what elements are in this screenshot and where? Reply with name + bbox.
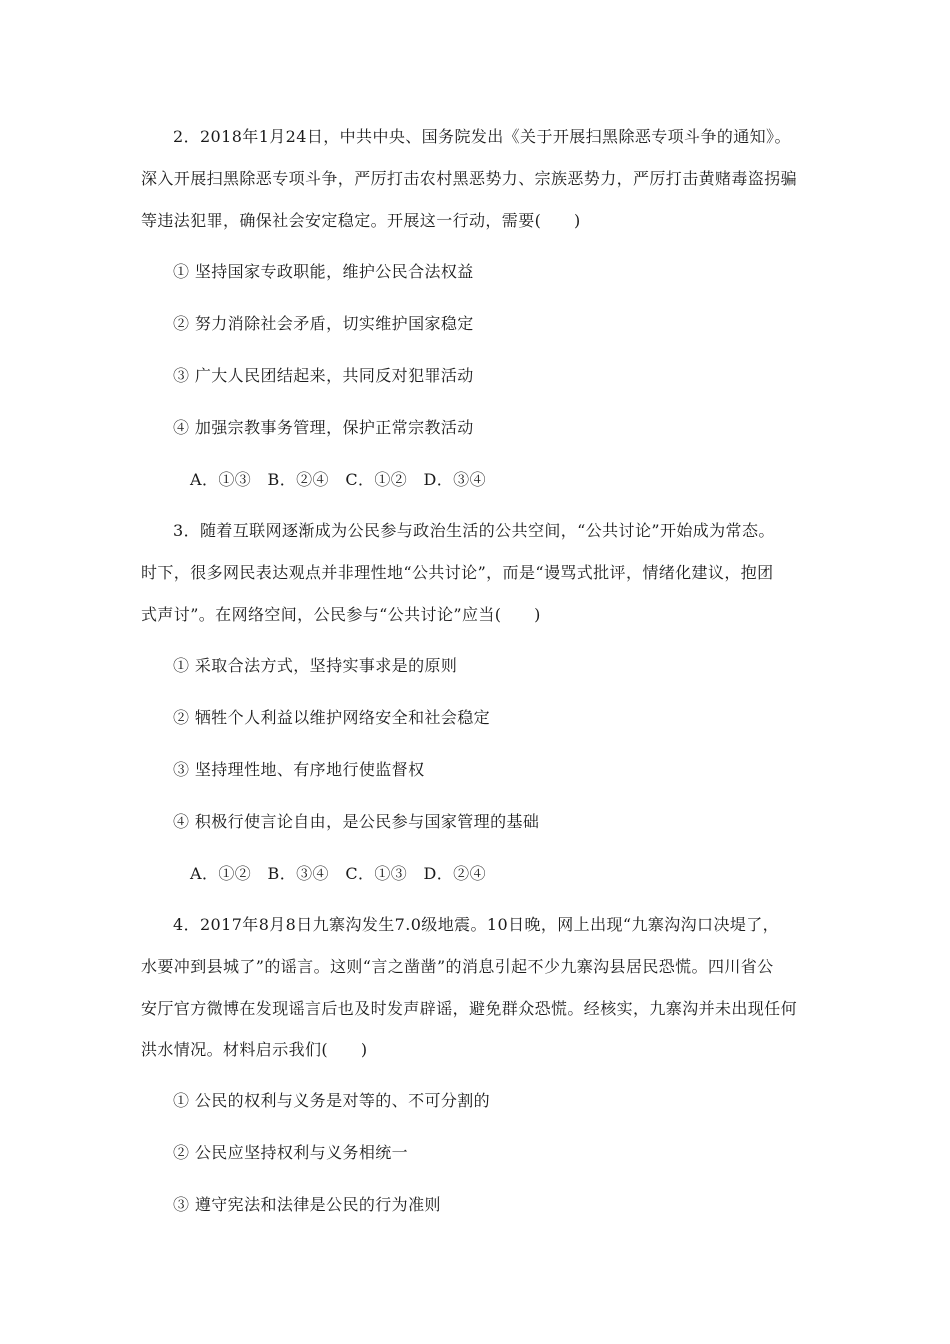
question-4-option-1: ① 公民的权利与义务是对等的、不可分割的 xyxy=(173,1091,491,1110)
question-2-option-4: ④ 加强宗教事务管理，保护正常宗教活动 xyxy=(173,418,474,437)
question-2-option-3: ③ 广大人民团结起来，共同反对犯罪活动 xyxy=(173,366,474,385)
question-4-stem-line-1: 4．2017年8月8日九寨沟发生7.0级地震。10日晚，网上出现“九寨沟沟口决堤了， xyxy=(173,915,780,934)
question-2-option-1: ① 坚持国家专政职能，维护公民合法权益 xyxy=(173,262,474,281)
question-2-stem-line-2: 深入开展扫黑除恶专项斗争，严厉打击农村黑恶势力、宗族恶势力，严厉打击黄赌毒盗拐骗 xyxy=(141,169,798,188)
question-2-option-2: ② 努力消除社会矛盾，切实维护国家稳定 xyxy=(173,314,474,333)
question-3-stem-line-2: 时下，很多网民表达观点并非理性地“公共讨论”，而是“谩骂式批评，情绪化建议，抱团 xyxy=(141,563,774,582)
question-4-stem-line-3: 安厅官方微博在发现谣言后也及时发声辟谣，避免群众恐慌。经核实，九寨沟并未出现任何 xyxy=(141,999,798,1018)
question-4-stem-line-4: 洪水情况。材料启示我们( ) xyxy=(141,1040,368,1059)
question-4-option-3: ③ 遵守宪法和法律是公民的行为准则 xyxy=(173,1195,441,1214)
question-3-option-4: ④ 积极行使言论自由，是公民参与国家管理的基础 xyxy=(173,812,540,831)
question-3-stem-line-3: 式声讨”。在网络空间，公民参与“公共讨论”应当( ) xyxy=(141,605,541,624)
question-2-stem-line-1: 2．2018年1月24日，中共中央、国务院发出《关于开展扫黑除恶专项斗争的通知》。 xyxy=(173,127,791,146)
question-4-stem-line-2: 水要冲到县城了”的谣言。这则“言之凿凿”的消息引起不少九寨沟县居民恐慌。四川省公 xyxy=(141,957,774,976)
question-2-answer-choices: A．①③ B．②④ C．①② D．③④ xyxy=(190,470,486,489)
question-2-stem-line-3: 等违法犯罪，确保社会安定稳定。开展这一行动，需要( ) xyxy=(141,211,581,230)
question-3-stem-line-1: 3．随着互联网逐渐成为公民参与政治生活的公共空间，“公共讨论”开始成为常态。 xyxy=(173,521,775,540)
question-3-option-1: ① 采取合法方式，坚持实事求是的原则 xyxy=(173,656,458,675)
question-3-answer-choices: A．①② B．③④ C．①③ D．②④ xyxy=(190,864,486,883)
question-3-option-3: ③ 坚持理性地、有序地行使监督权 xyxy=(173,760,425,779)
question-4-option-2: ② 公民应坚持权利与义务相统一 xyxy=(173,1143,409,1162)
question-3-option-2: ② 牺牲个人利益以维护网络安全和社会稳定 xyxy=(173,708,491,727)
